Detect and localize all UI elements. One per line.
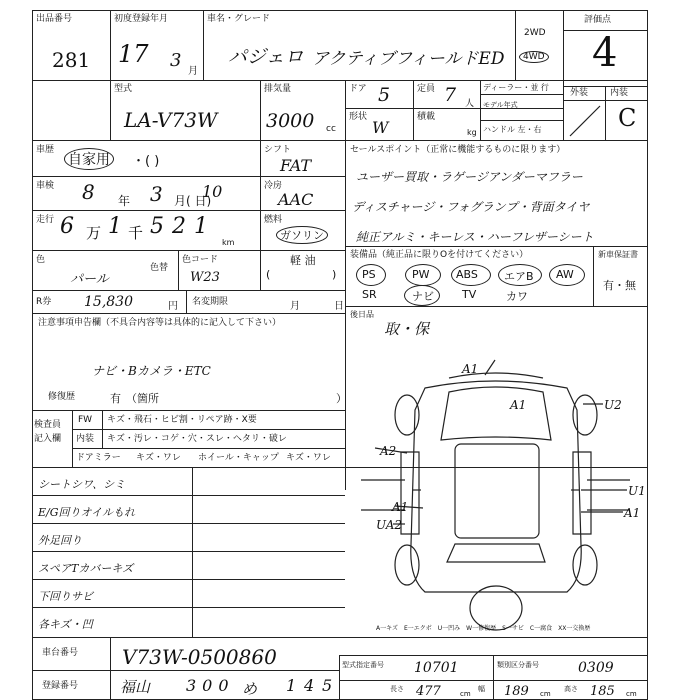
reg-class: 300 (186, 676, 235, 695)
width-label: 幅 (478, 685, 485, 693)
remark-text: E/G回りオイルもれ (38, 506, 135, 519)
height-value: 185 (590, 684, 615, 699)
fuel-label: 燃料 (264, 215, 283, 225)
remark-row (32, 495, 192, 524)
door-mirror-items: キズ・ワレ (136, 453, 181, 463)
mark-a1-right: A1 (624, 506, 641, 520)
exterior-score-label: 外装 (570, 88, 589, 98)
width-unit: cm (540, 690, 551, 698)
remark-row (32, 579, 192, 608)
exterior-slash (566, 102, 602, 138)
repair-history-label: 修復歴 (48, 392, 76, 402)
class-number: 0309 (578, 660, 614, 676)
km-unit: km (222, 238, 235, 247)
mark-a1-top: A1 (462, 362, 479, 376)
model-label: 型式 (114, 84, 133, 94)
vehicle-history-circled: 自家用 (64, 148, 114, 170)
handle-label: ハンドル 左・右 (483, 125, 542, 134)
body-shape: W (372, 118, 389, 137)
length-value: 477 (416, 684, 441, 699)
width-value: 189 (504, 684, 529, 699)
registration-year: 17 (118, 40, 149, 68)
mark-a2: A2 (380, 444, 397, 458)
reg-kana: め (242, 680, 258, 698)
shift-label: シフト (264, 145, 292, 155)
mileage-digit: 5 (150, 214, 164, 239)
interior-score: C (618, 104, 637, 132)
remark-text: シートシワ、シミ (38, 478, 126, 491)
damage-legend: A一キズ E一エクボ U一凹み W一修復歴 S一サビ C一腐食 XX一交換歴 (376, 625, 591, 632)
chassis-label: 車台番号 (42, 648, 79, 658)
color-code: W23 (190, 270, 220, 285)
reg-place: 福山 (120, 678, 151, 696)
shaken-label: 車検 (36, 181, 55, 191)
diesel-paren-close: ) (332, 268, 337, 281)
registration-label: 登録番号 (42, 681, 79, 691)
equip-navi: ナビ (412, 290, 434, 303)
chassis-number: V73W-0500860 (122, 645, 277, 669)
after-items-value: 取・保 (384, 320, 430, 338)
overall-score: 4 (592, 30, 618, 76)
interior-score-label: 内装 (610, 88, 629, 98)
capacity-unit: 人 (465, 99, 475, 109)
mark-a1-left: A1 (392, 500, 409, 514)
remarks-list (32, 467, 192, 637)
mileage-label: 走行 (36, 215, 55, 225)
repair-place-label: （箇所 (126, 392, 159, 405)
reg-number-c: 5 (322, 676, 333, 695)
type-number-label: 型式指定番号 (342, 661, 384, 669)
equip-circle-aw (549, 264, 585, 286)
score-label: 評価点 (584, 15, 612, 25)
car-name-label: 車名・グレード (207, 14, 271, 24)
equip-circle-abs (451, 264, 491, 286)
vehicle-history-rest: ・( ) (132, 154, 160, 169)
diesel-paren: ( (266, 268, 271, 281)
inspector-label: 検査員記入欄 (34, 420, 62, 444)
equip-aw: AW (556, 268, 574, 281)
cc-unit: cc (326, 124, 336, 134)
wheel-cap-items: キズ・ワレ (286, 453, 331, 463)
fw-label: FW (78, 415, 93, 425)
vehicle-history-label: 車歴 (36, 145, 55, 155)
remark-text: スペアTカバーキズ (38, 562, 134, 575)
drive-2wd: 2WD (524, 28, 546, 38)
notes-label: 注意事項申告欄（不具合内容等は具体的に記入して下さい） (38, 318, 282, 328)
color-code-label: 色コード (182, 255, 219, 265)
mileage-digits (60, 214, 240, 248)
equip-circle-navi (404, 285, 440, 306)
shaken-month: 3 (150, 182, 163, 206)
load-label: 積載 (417, 112, 436, 122)
sales-line-3: 純正アルミ・キーレス・ハーフレザーシート (356, 230, 594, 244)
fuel-gasoline-circled: ガソリン (276, 226, 328, 244)
sales-point-label: セールスポイント（正常に機能するものに限ります） (350, 145, 566, 155)
registration-month: 3 (170, 50, 182, 71)
equip-sr: SR (362, 288, 377, 301)
new-warranty-label: 新車保証書 (598, 250, 638, 259)
equipment-label: 装備品（純正品に限りOを付けてください） (350, 250, 529, 260)
new-warranty-value: 有・無 (603, 279, 636, 292)
car-damage-diagram (345, 340, 648, 640)
recycle-label: R券 (36, 297, 52, 307)
mileage-digit: 2 (172, 214, 186, 239)
ac-label: 冷房 (264, 181, 283, 191)
mark-ua2: UA2 (376, 518, 403, 532)
lot-number: 281 (52, 48, 91, 72)
mileage-digit: 1 (108, 214, 122, 239)
reg-number-a: 1 (286, 676, 297, 695)
first-registration-label: 初度登録年月 (114, 14, 169, 24)
model-year-label: モデル年式 (483, 101, 518, 109)
shape-label: 形状 (349, 112, 368, 122)
height-unit: cm (626, 690, 637, 698)
shaken-suffix: 月( 日) (174, 194, 212, 208)
displacement-label: 排気量 (264, 84, 292, 94)
model-code: LA-V73W (124, 108, 218, 132)
year-unit: 年 (118, 194, 131, 208)
remark-text: 外足回り (38, 534, 82, 547)
month-unit: 月 (188, 66, 198, 77)
equip-ps: PS (362, 268, 376, 281)
shaken-year: 8 (82, 180, 95, 204)
remark-row (32, 607, 192, 637)
remark-row (32, 467, 192, 496)
notes-text: ナビ・Bカメラ・ETC (92, 364, 211, 378)
remark-text: 各キズ・凹 (38, 618, 93, 631)
type-number: 10701 (414, 660, 459, 676)
mileage-digit: 千 (128, 224, 144, 242)
class-number-label: 類別区分番号 (497, 661, 539, 669)
door-label: ドア (349, 84, 367, 94)
shaken-day: 10 (202, 182, 223, 201)
equip-leather: カワ (506, 290, 528, 303)
recycle-amount: 15,830 (84, 294, 133, 310)
car-name: パジェロ (228, 46, 304, 68)
name-change-month: 月 (290, 301, 300, 312)
mileage-digit: 6 (60, 214, 74, 239)
reg-number-b: 4 (304, 676, 315, 695)
car-grade: アクティブフィールドED (312, 49, 505, 69)
repair-place-close: ） (336, 392, 347, 405)
equip-circle-ps (356, 264, 386, 286)
equip-abs: ABS (456, 268, 478, 281)
fw-items: キズ・飛石・ヒビ割・リペア跡・X要 (107, 415, 257, 425)
remark-text: 下回りサビ (38, 590, 93, 603)
mark-u1: U1 (628, 484, 646, 498)
displacement: 3000 (266, 110, 315, 132)
kg-unit: kg (467, 128, 477, 137)
equip-tv: TV (462, 288, 477, 301)
height-label: 高さ (564, 685, 578, 693)
interior-inspect-items: キズ・汚レ・コゲ・穴・スレ・ヘタリ・破レ (107, 434, 287, 444)
dealer-label: ディーラー・並 行 (483, 83, 549, 92)
mark-a1-roof: A1 (510, 398, 527, 412)
lot-number-label: 出品番号 (36, 14, 73, 24)
name-change-label: 名変期限 (192, 297, 229, 307)
sales-line-2: ディスチャージ・フォグランプ・背面タイヤ (352, 200, 590, 214)
ac-type: AAC (278, 190, 314, 209)
capacity: 7 (444, 84, 457, 106)
sales-line-1: ユーザー買取・ラゲージアンダーマフラー (356, 170, 583, 184)
remark-row (32, 523, 192, 552)
diesel-label: 軽 油 (290, 254, 316, 267)
equip-airbag: エアB (504, 270, 534, 283)
length-unit: cm (460, 690, 471, 698)
mileage-digit: 万 (86, 224, 102, 242)
wheel-cap-label: ホイール・キャップ (198, 453, 279, 463)
color-label: 色 (36, 255, 46, 265)
length-label: 長さ (390, 685, 404, 693)
interior-inspect-label: 内装 (76, 434, 95, 444)
mark-u2: U2 (604, 398, 622, 412)
repaint-label: 色替 (150, 263, 169, 273)
capacity-label: 定員 (417, 84, 436, 94)
drive-4wd-circled: 4WD (519, 51, 549, 63)
equip-circle-airbag (498, 264, 542, 286)
color-name: パール (70, 272, 109, 287)
door-mirror-label: ドアミラー (76, 453, 121, 463)
yen-unit: 円 (168, 301, 178, 312)
equip-circle-pw (405, 264, 441, 286)
after-items-label: 後日品 (350, 310, 374, 319)
name-change-day: 日 (334, 301, 344, 312)
mileage-digit: 1 (194, 214, 208, 239)
door-count: 5 (378, 84, 391, 106)
repair-history-value: 有 (110, 392, 121, 405)
remark-row (32, 551, 192, 580)
equip-pw: PW (412, 268, 430, 281)
shift-type: FAT (280, 156, 312, 175)
